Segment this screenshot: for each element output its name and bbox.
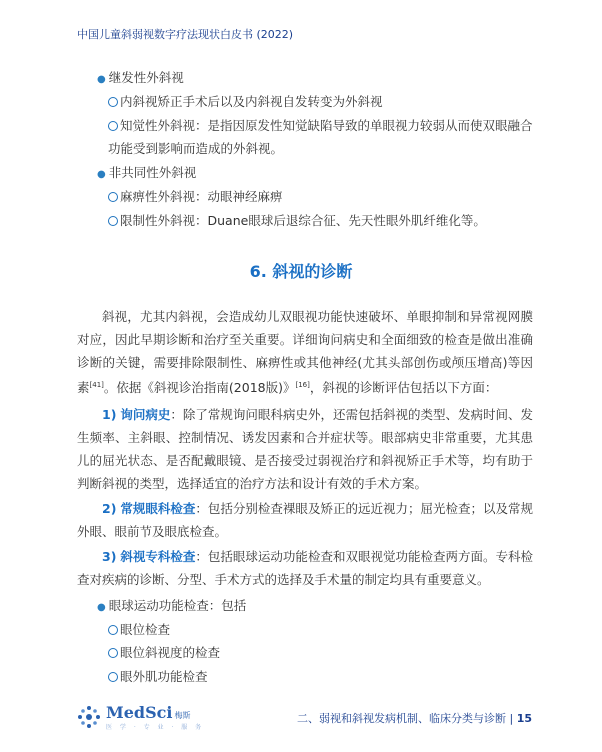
- running-footer: 二、弱视和斜视发病机制、临床分类与诊断 | 15: [296, 712, 532, 725]
- circle-bullet-icon: [108, 97, 118, 107]
- circle-bullet-icon: [108, 648, 118, 658]
- diagnosis-item-routine-exam: 2) 常规眼科检查：包括分别检查裸眼及矫正的远近视力；屈光检查；以及常规外眼、眼前节及眼底检查。: [77, 501, 533, 539]
- circle-bullet-icon: [108, 216, 118, 226]
- circle-bullet-icon: [108, 192, 118, 202]
- list-item: 眼位检查: [108, 622, 170, 638]
- citation: [41]: [89, 381, 104, 389]
- list-item: ● 继发性外斜视: [97, 70, 184, 85]
- list-item-continuation: 功能受到影响而造成的外斜视。: [108, 141, 284, 156]
- list-item: 麻痹性外斜视：动眼神经麻痹: [108, 189, 283, 205]
- list-item: ● 眼球运动功能检查：包括: [97, 598, 247, 613]
- list-item: ● 非共同性外斜视: [97, 165, 197, 180]
- intro-paragraph: 斜视，尤其内斜视，会造成幼儿双眼视功能快速破坏、单眼抑制和异常视网膜对应，因此早期诊断和治疗至关重要。详细询问病史和全面细致的检查是做出准确诊断的关键，需要排除限制性、麻痹性或其他神经(尤其头部创伤或颅压增高)等因素[41]。依据《斜视诊治指南(2018版)》[16]，斜视的诊断评估包括以下方面：: [77, 309, 533, 396]
- list-item: 眼位斜视度的检查: [108, 645, 220, 661]
- medsci-logo-icon: [76, 704, 102, 730]
- running-header: 中国儿童斜弱视数字疗法现状白皮书 (2022): [77, 28, 294, 41]
- medsci-logo: MedSci 梅斯 医 学 · 专 业 · 服 务: [76, 703, 204, 731]
- bullet-dot-icon: ●: [97, 74, 106, 85]
- bullet-dot-icon: ●: [97, 602, 106, 613]
- list-item: 知觉性外斜视：是指因原发性知觉缺陷导致的单眼视力较弱从而使双眼融合: [108, 118, 533, 134]
- list-item: 眼外肌功能检查: [108, 669, 208, 685]
- bullet-dot-icon: ●: [97, 169, 106, 180]
- diagnosis-item-special-exam: 3) 斜视专科检查：包括眼球运动功能检查和双眼视觉功能检查两方面。专科检查对疾病的诊断、分型、手术方式的选择及手术量的制定均具有重要意义。: [77, 549, 533, 587]
- circle-bullet-icon: [108, 672, 118, 682]
- section-title: 6. 斜视的诊断: [249, 262, 353, 281]
- list-item: 内斜视矫正手术后以及内斜视自发转变为外斜视: [108, 94, 383, 110]
- page-number: 15: [516, 712, 532, 725]
- diagnosis-item-history: 1) 询问病史：除了常规询问眼科病史外，还需包括斜视的类型、发病时间、发生频率、主斜眼、控制情况、诱发因素和合并症状等。眼部病史非常重要，尤其患儿的屈光状态、是否配戴眼镜、是否接受过弱视治疗和斜视矫正手术等，均有助于判断斜视的类型，选择适宜的治疗方法和设计有效的手术方案。: [77, 407, 533, 491]
- list-item: 限制性外斜视：Duane眼球后退综合征、先天性眼外肌纤维化等。: [108, 213, 486, 229]
- citation: [16]: [295, 381, 310, 389]
- circle-bullet-icon: [108, 121, 118, 131]
- circle-bullet-icon: [108, 625, 118, 635]
